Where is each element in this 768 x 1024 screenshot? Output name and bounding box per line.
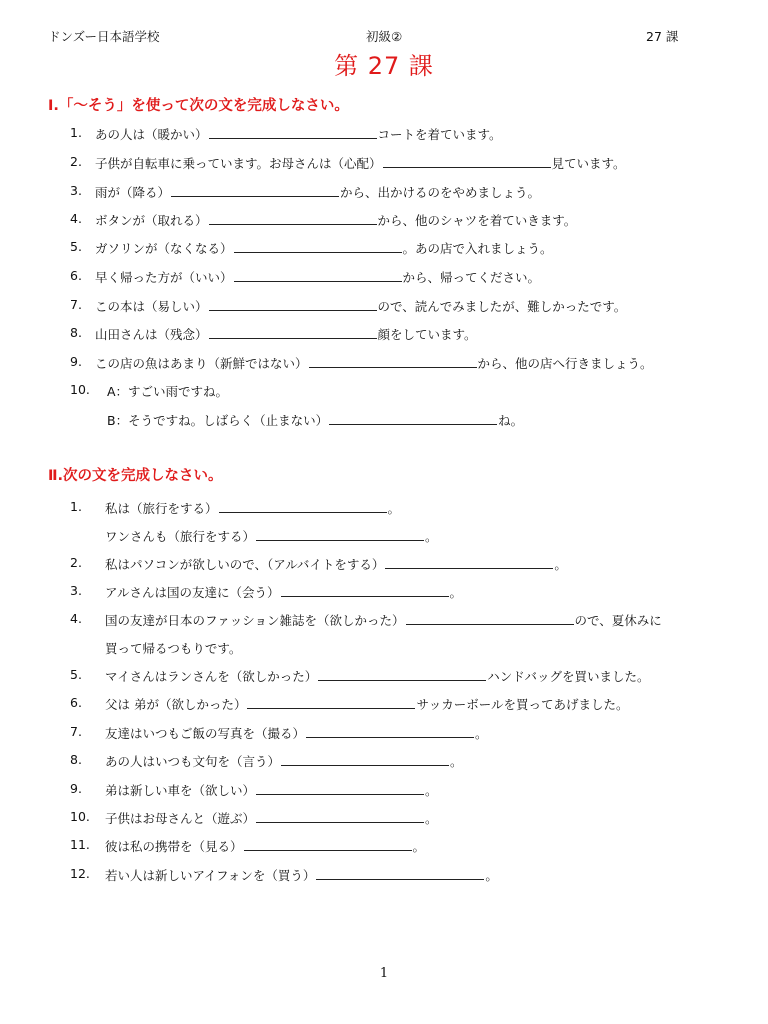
prompt-text: 若い人は新しいアイフォンを（買う） bbox=[105, 868, 316, 883]
exercise-line bbox=[107, 382, 228, 400]
dialogue-a-text: A：すごい雨ですね。 bbox=[107, 384, 229, 399]
answer-blank[interactable] bbox=[383, 156, 551, 168]
item-number: 5. bbox=[70, 239, 82, 254]
course-level: 初級② bbox=[366, 29, 403, 44]
continuation-text: 。 bbox=[412, 839, 426, 854]
answer-blank[interactable] bbox=[247, 697, 415, 709]
prompt-text: 私はパソコンが欲しいので、（アルバイトをする） bbox=[105, 557, 385, 572]
continuation-text: から、他の店へ行きましょう。 bbox=[477, 356, 653, 371]
continuation-text: 。 bbox=[475, 726, 488, 741]
item-number: 1. bbox=[70, 499, 82, 514]
prompt-text: 国の友達が日本のファッション雑誌を（欲しかった） bbox=[105, 613, 405, 628]
item-number: 11. bbox=[70, 837, 90, 852]
prompt-text: 彼は私の携帯を（見る） bbox=[105, 839, 243, 854]
continuation-text: ので、夏休みに bbox=[574, 613, 662, 628]
item-number: 1. bbox=[70, 125, 82, 140]
continuation-text: 。 bbox=[387, 501, 401, 516]
lesson-code: 27 課 bbox=[646, 29, 679, 44]
item-number: 8. bbox=[70, 752, 82, 767]
school-name: ドンズー日本語学校 bbox=[48, 29, 160, 44]
answer-blank[interactable] bbox=[219, 501, 387, 513]
prompt-text: この店の魚はあまり（新鮮ではない） bbox=[95, 356, 308, 371]
continuation-text: サッカーボールを買ってあげました。 bbox=[416, 697, 629, 712]
continuation-text: 買って帰るつもりです。 bbox=[105, 641, 242, 656]
item-number: 3. bbox=[70, 583, 82, 598]
continuation-text: から、帰ってください。 bbox=[402, 270, 541, 285]
exercise-line bbox=[107, 411, 523, 429]
prompt-text: 雨が（降る） bbox=[95, 185, 171, 200]
answer-blank[interactable] bbox=[318, 669, 486, 681]
continuation-text: 。 bbox=[425, 529, 438, 544]
section2-heading: Ⅱ.次の文を完成しなさい。 bbox=[48, 468, 223, 484]
item-number: 2. bbox=[70, 154, 82, 169]
item-number: 10. bbox=[70, 809, 90, 824]
exercise-line bbox=[95, 211, 576, 229]
item-number: 12. bbox=[70, 866, 90, 881]
section1-heading: Ⅰ.「～そう」を使って次の文を完成しなさい。 bbox=[48, 98, 349, 114]
exercise-line bbox=[105, 724, 488, 742]
prompt-text: 私は（旅行をする） bbox=[105, 501, 218, 516]
prompt-text: 子供はお母さんと（遊ぶ） bbox=[105, 811, 256, 826]
item-number: 8. bbox=[70, 325, 82, 340]
prompt-text: 子供が自転車に乗っています。お母さんは（心配） bbox=[95, 156, 382, 171]
prompt-text: あの人は（暖かい） bbox=[95, 127, 208, 142]
prompt-text: アルさんは国の友達に（会う） bbox=[105, 585, 280, 600]
answer-blank[interactable] bbox=[234, 270, 402, 282]
exercise-line bbox=[95, 239, 553, 257]
item-number: 4. bbox=[70, 611, 82, 626]
page-number: 1 bbox=[379, 966, 389, 981]
exercise-line bbox=[95, 268, 540, 286]
exercise-line bbox=[105, 583, 462, 601]
continuation-text: から、他のシャツを着ていきます。 bbox=[377, 213, 577, 228]
prompt-text: 山田さんは（残念） bbox=[95, 327, 208, 342]
continuation-text: 。 bbox=[425, 783, 438, 798]
page-title: 第 27 課 bbox=[334, 52, 434, 80]
prompt-text: ワンさんも（旅行をする） bbox=[105, 529, 256, 544]
exercise-line bbox=[95, 325, 477, 343]
answer-blank[interactable] bbox=[385, 557, 553, 569]
exercise-line bbox=[105, 781, 438, 799]
exercise-line bbox=[105, 837, 425, 855]
answer-blank[interactable] bbox=[281, 754, 449, 766]
continuation-text: ね。 bbox=[498, 413, 524, 428]
prompt-text: B：そうですね。しばらく（止まない） bbox=[107, 413, 329, 428]
exercise-line bbox=[95, 125, 502, 143]
exercise-line bbox=[105, 639, 241, 657]
answer-blank[interactable] bbox=[209, 299, 377, 311]
continuation-text: コートを着ています。 bbox=[377, 127, 502, 142]
prompt-text: 弟は新しい車を（欲しい） bbox=[105, 783, 256, 798]
exercise-line bbox=[105, 555, 567, 573]
prompt-text: あの人はいつも文句を（言う） bbox=[105, 754, 281, 769]
continuation-text: ハンドバッグを買いました。 bbox=[487, 669, 650, 684]
item-number: 10. bbox=[70, 382, 90, 397]
exercise-line bbox=[95, 297, 626, 315]
prompt-text: ガソリンが（なくなる） bbox=[95, 241, 233, 256]
continuation-text: 。 bbox=[450, 754, 463, 769]
continuation-text: 見ています。 bbox=[551, 156, 626, 171]
exercise-line bbox=[105, 611, 662, 629]
exercise-line bbox=[105, 809, 438, 827]
answer-blank[interactable] bbox=[234, 241, 402, 253]
item-number: 2. bbox=[70, 555, 82, 570]
answer-blank[interactable] bbox=[256, 529, 424, 541]
answer-blank[interactable] bbox=[209, 327, 377, 339]
prompt-text: この本は（易しい） bbox=[95, 299, 208, 314]
item-number: 6. bbox=[70, 695, 82, 710]
continuation-text: 。 bbox=[485, 868, 498, 883]
item-number: 9. bbox=[70, 781, 82, 796]
prompt-text: 早く帰った方が（いい） bbox=[95, 270, 233, 285]
item-number: 5. bbox=[70, 667, 82, 682]
answer-blank[interactable] bbox=[316, 868, 484, 880]
exercise-line bbox=[105, 527, 438, 545]
answer-blank[interactable] bbox=[256, 783, 424, 795]
item-number: 4. bbox=[70, 211, 82, 226]
answer-blank[interactable] bbox=[209, 213, 377, 225]
exercise-line bbox=[105, 866, 498, 884]
exercise-line bbox=[105, 667, 650, 685]
item-number: 7. bbox=[70, 724, 82, 739]
answer-blank[interactable] bbox=[329, 413, 497, 425]
continuation-text: 。 bbox=[449, 585, 463, 600]
answer-blank[interactable] bbox=[244, 839, 412, 851]
answer-blank[interactable] bbox=[281, 585, 449, 597]
continuation-text: ので、読んでみましたが、難しかったです。 bbox=[377, 299, 627, 314]
item-number: 9. bbox=[70, 354, 82, 369]
answer-blank[interactable] bbox=[256, 811, 424, 823]
continuation-text: 顔をしています。 bbox=[377, 327, 477, 342]
exercise-line bbox=[95, 154, 626, 172]
continuation-text: 。 bbox=[425, 811, 438, 826]
answer-blank[interactable] bbox=[306, 726, 474, 738]
continuation-text: 。 bbox=[554, 557, 567, 572]
exercise-line bbox=[95, 183, 540, 201]
continuation-text: から、出かけるのをやめましょう。 bbox=[340, 185, 541, 200]
answer-blank[interactable] bbox=[171, 185, 339, 197]
answer-blank[interactable] bbox=[309, 356, 477, 368]
exercise-line bbox=[95, 354, 653, 372]
item-number: 7. bbox=[70, 297, 82, 312]
exercise-line bbox=[105, 695, 629, 713]
item-number: 3. bbox=[70, 183, 82, 198]
prompt-text: 友達はいつもご飯の写真を（撮る） bbox=[105, 726, 306, 741]
continuation-text: 。あの店で入れましょう。 bbox=[402, 241, 553, 256]
prompt-text: 父は 弟が（欲しかった） bbox=[105, 697, 247, 712]
answer-blank[interactable] bbox=[209, 127, 377, 139]
answer-blank[interactable] bbox=[406, 613, 574, 625]
item-number: 6. bbox=[70, 268, 82, 283]
prompt-text: ボタンが（取れる） bbox=[95, 213, 208, 228]
prompt-text: マイさんはランさんを（欲しかった） bbox=[105, 669, 318, 684]
exercise-line bbox=[105, 499, 400, 517]
exercise-line bbox=[105, 752, 463, 770]
